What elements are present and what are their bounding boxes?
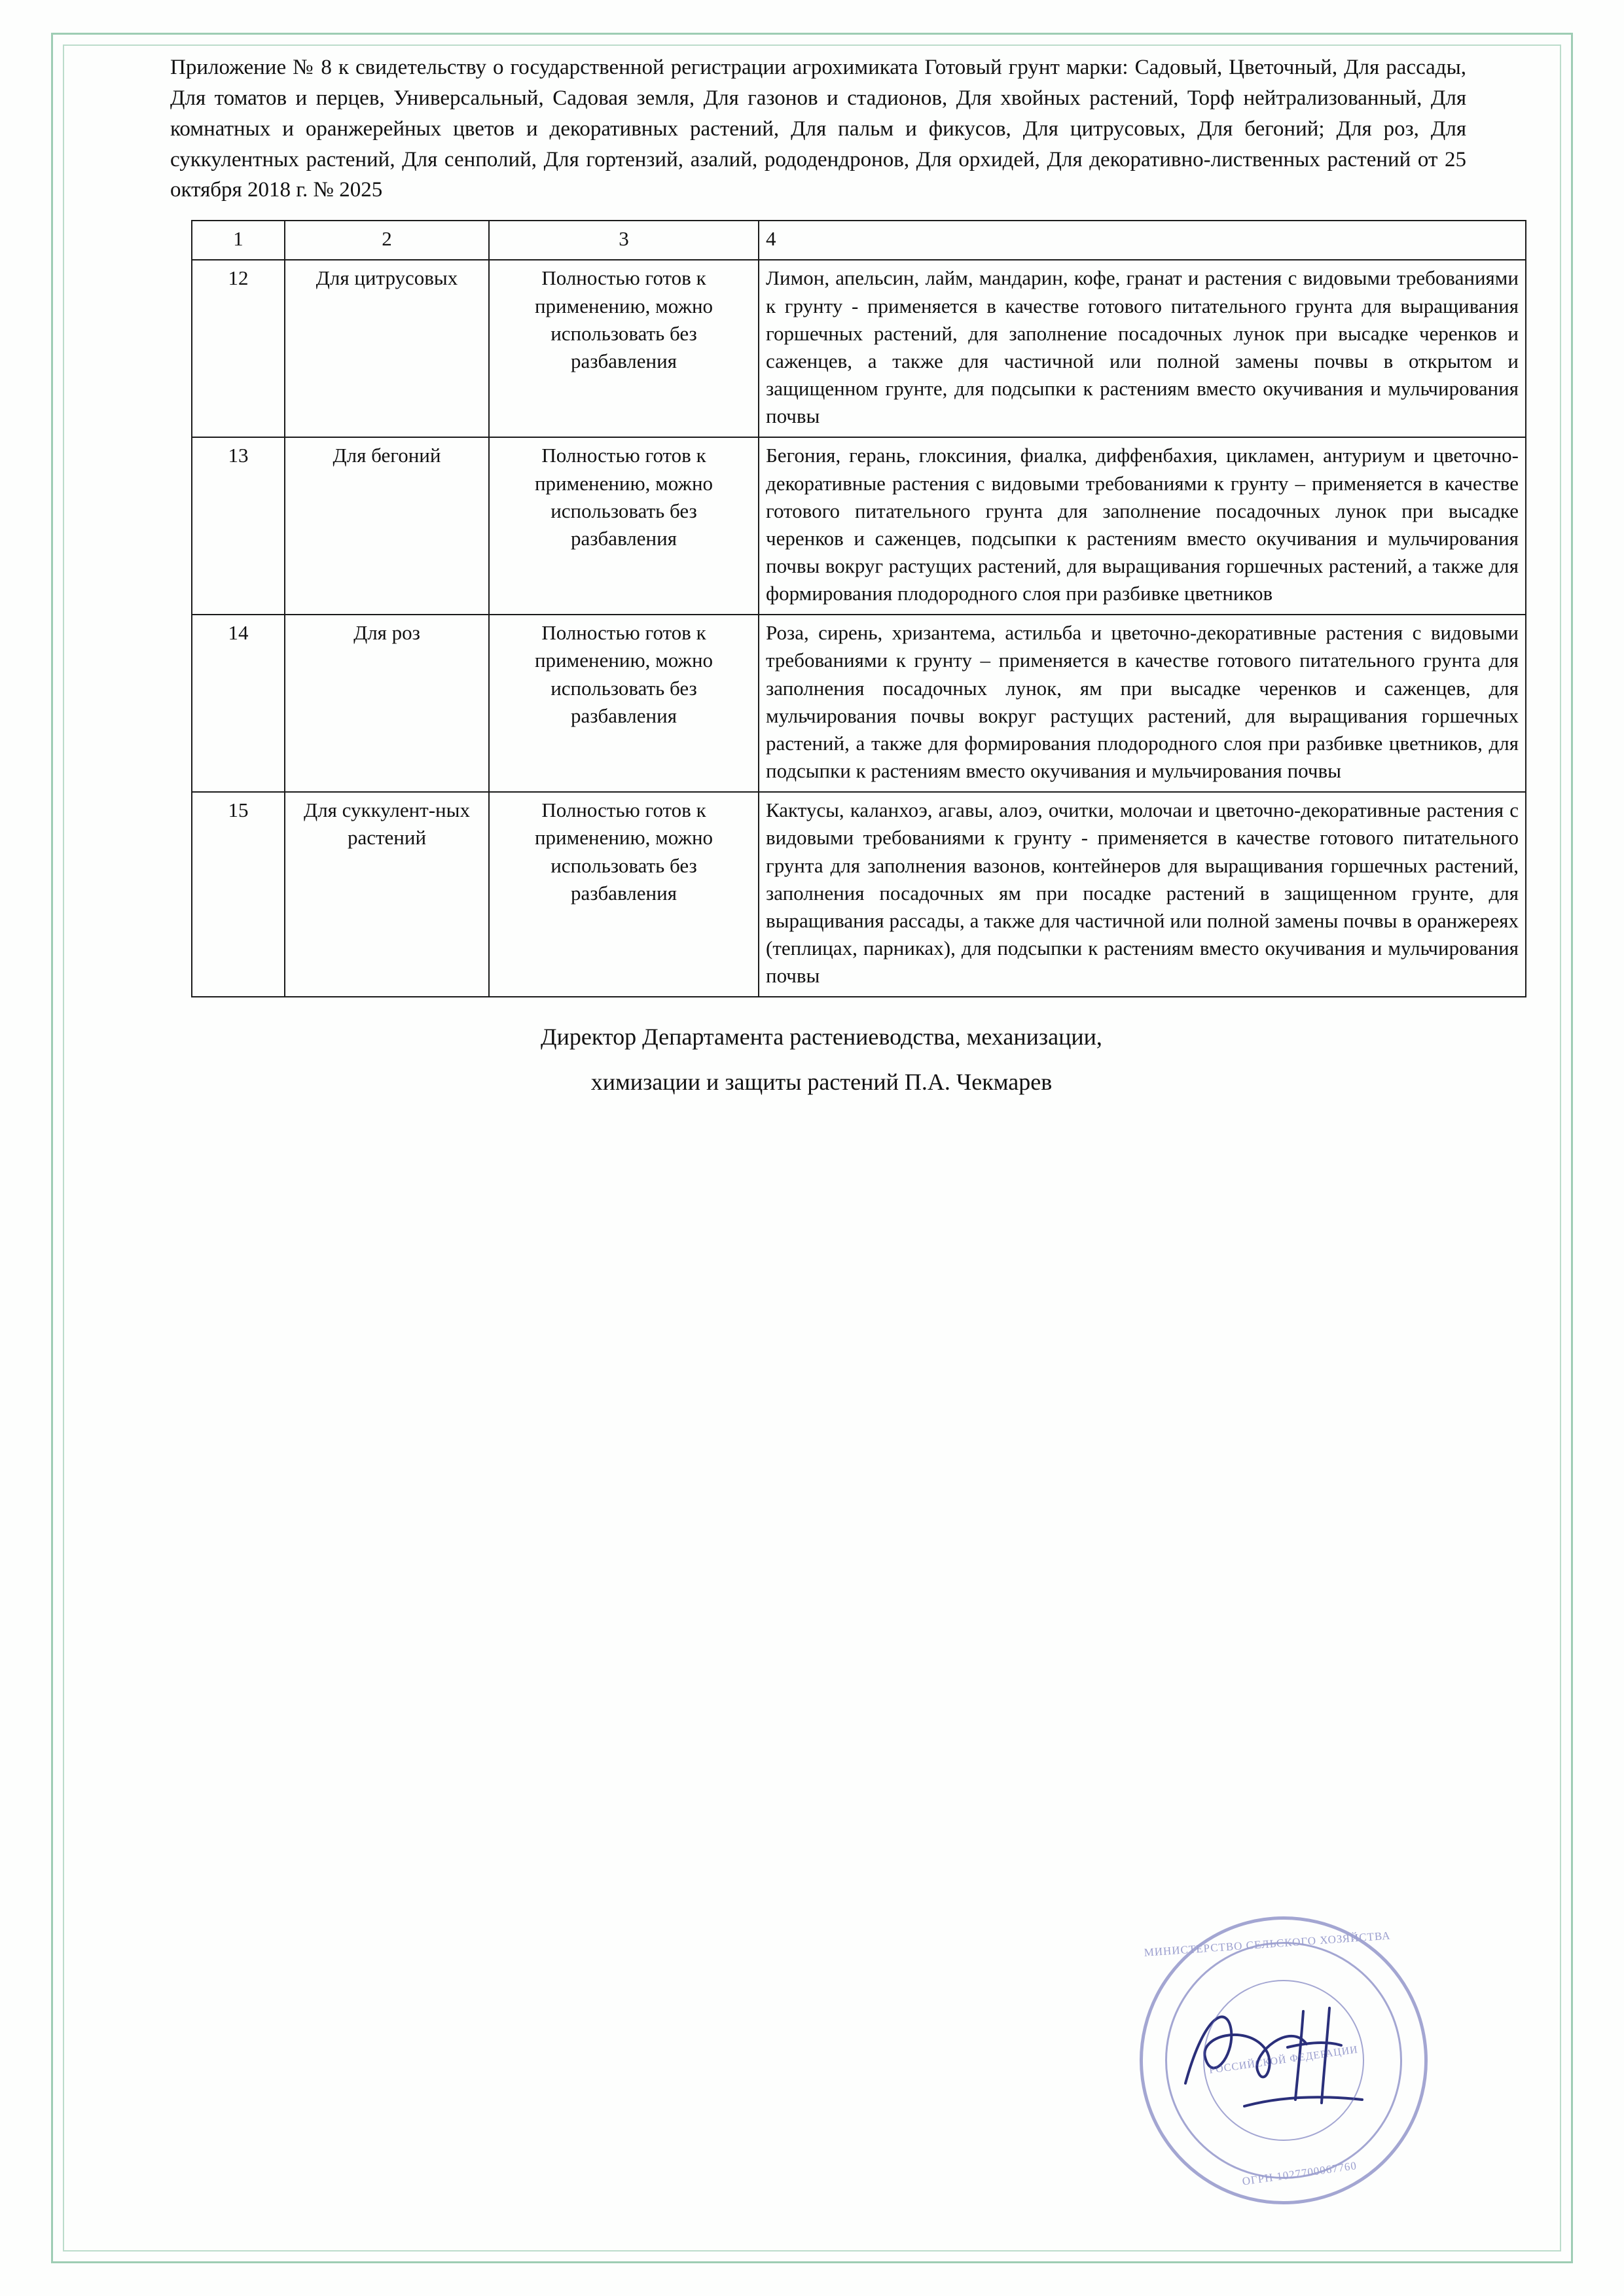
signature-line-1: Директор Департамента растениеводства, механизации, xyxy=(541,1024,1102,1050)
table-row xyxy=(192,260,1526,437)
stamp-bottom-text: ОГРН 1027700067760 xyxy=(1241,2159,1358,2188)
table-row xyxy=(192,615,1526,792)
row-description: Лимон, апельсин, лайм, мандарин, кофе, гранат и растения с видовыми требованиями к грунту - применяется в качестве готового питательного грунта для выращивания горшечных растений, для заполнение посадочных лунок при высадке черенков и саженцев, а также для частичной или полной замены почвы в открытом и защищенном грунте, для подсыпки к растениям вместо окучивания и мульчирования почвы xyxy=(759,260,1526,437)
signature-line-2: химизации и защиты растений П.А. Чекмарев xyxy=(590,1068,1053,1095)
row-usage: Полностью готов к применению, можно использовать без разбавления xyxy=(489,260,759,437)
row-product-name: Для бегоний xyxy=(285,437,489,615)
signature-block xyxy=(170,1014,1473,1104)
row-product-name: Для роз xyxy=(285,615,489,792)
row-number: 15 xyxy=(192,792,285,997)
stamp-top-text: МИНИСТЕРСТВО СЕЛЬСКОГО ХОЗЯЙСТВА xyxy=(1144,1929,1392,1959)
row-number: 12 xyxy=(192,260,285,437)
row-description: Роза, сирень, хризантема, астильба и цветочно-декоративные растения с видовыми требованиями к грунту – применяется в качестве готового питательного грунта для заполнения посадочных лунок, ям при высадке черенков и саженцев, для мульчирования почвы вокруг растущих растений, для выращивания горшечных растений, а также для формирования плодородного слоя при разбивке цветников, для подсыпки к растениям вместо окучивания и мульчирования почвы xyxy=(759,615,1526,792)
table-column-numbers-row xyxy=(192,221,1526,260)
row-description: Бегония, герань, глоксиния, фиалка, диффенбахия, цикламен, антуриум и цветочно-декоративные растения с видовыми требованиями к грунту – применяется в качестве готового питательного грунта для заполнение посадочных лунок при высадке черенков и саженцев, подсыпки к растениям вместо окучивания и мульчирования почвы вокруг растущих растений, для выращивания горшечных растений, а также для формирования плодородного слоя при разбивке цветников xyxy=(759,437,1526,615)
col-header-4: 4 xyxy=(759,221,1526,260)
col-header-1: 1 xyxy=(192,221,285,260)
stamp-text xyxy=(1125,1901,1443,2219)
appendix-intro-paragraph: Приложение № 8 к свидетельству о государственной регистрации агрохимиката Готовый грунт марки: Садовый, Цветочный, Для рассады, Для томатов и перцев, Универсальный, Садовая земля, Для газонов и стадионов, Для хвойных растений, Торф нейтрализованный, Для комнатных и оранжерейных цветов и декоративных растений, Для пальм и фикусов, Для цитрусовых, Для бегоний; Для роз, Для суккулентных растений, Для сенполий, Для гортензий, азалий, рододендронов, Для орхидей, Для декоративно-лиственных растений от 25 октября 2018 г. № 2025 xyxy=(170,56,1466,202)
row-number: 13 xyxy=(192,437,285,615)
official-stamp xyxy=(1121,1898,1447,2223)
table-row xyxy=(192,792,1526,997)
row-usage: Полностью готов к применению, можно использовать без разбавления xyxy=(489,615,759,792)
col-header-3: 3 xyxy=(489,221,759,260)
products-table xyxy=(191,220,1526,997)
col-header-2: 2 xyxy=(285,221,489,260)
table-row xyxy=(192,437,1526,615)
row-product-name: Для суккулент-ных растений xyxy=(285,792,489,997)
row-number: 14 xyxy=(192,615,285,792)
row-product-name: Для цитрусовых xyxy=(285,260,489,437)
row-description: Кактусы, каланхоэ, агавы, алоэ, очитки, молочаи и цветочно-декоративные растения с видовыми требованиями к грунту - применяется в качестве готового питательного грунта для заполнения вазонов, контейнеров для выращивания горшечных растений, заполнения посадочных ям при посадке растений в защищенном грунте, для выращивания рассады, а также для частичной или полной замены почвы в оранжереях (теплицах, парниках), для подсыпки к растениям вместо окучивания и мульчирования почвы xyxy=(759,792,1526,997)
row-usage: Полностью готов к применению, можно использовать без разбавления xyxy=(489,792,759,997)
document-content xyxy=(170,52,1519,1104)
row-usage: Полностью готов к применению, можно использовать без разбавления xyxy=(489,437,759,615)
stamp-middle-text: РОССИЙСКОЙ ФЕДЕРАЦИИ xyxy=(1208,2044,1359,2077)
